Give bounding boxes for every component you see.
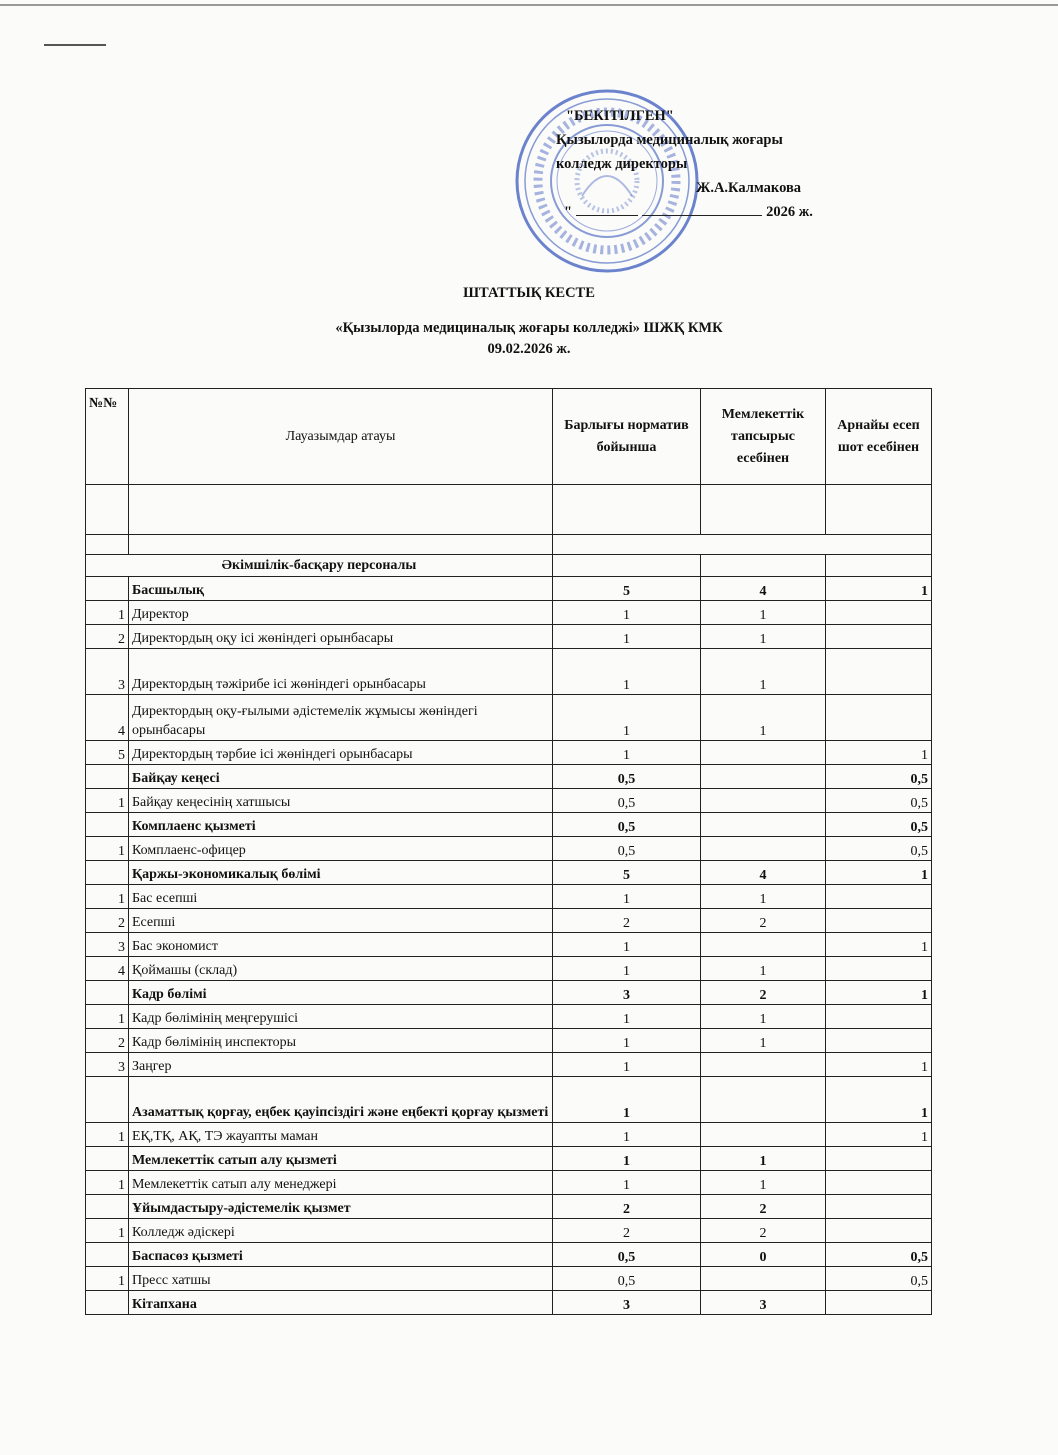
row-total-value: 3 (553, 981, 701, 1005)
row-position-name: Директордың тәжірибе ісі жөніндегі орынбасары (129, 649, 553, 695)
section-row (86, 1195, 932, 1219)
row-number: 2 (86, 625, 129, 649)
row-total-value: 1 (553, 741, 701, 765)
row-total-value: 0,5 (553, 789, 701, 813)
table-row (86, 601, 932, 625)
row-special-value (826, 625, 932, 649)
blank-cell (826, 555, 932, 577)
row-special-value (826, 885, 932, 909)
table-blank-row (86, 485, 932, 535)
row-total-value: 0,5 (553, 1243, 701, 1267)
row-number: 4 (86, 957, 129, 981)
blank-cell (701, 555, 826, 577)
column-header-special: Арнайы есеп шот есебінен (826, 389, 932, 485)
approval-line-2: колледж директоры (556, 156, 688, 172)
table-row (86, 1219, 932, 1243)
table-row (86, 885, 932, 909)
row-position-name: Директордың оқу ісі жөніндегі орынбасары (129, 625, 553, 649)
row-number: 1 (86, 789, 129, 813)
approval-block (556, 104, 876, 224)
table-row (86, 625, 932, 649)
approval-date (556, 200, 876, 224)
page-title: ШТАТТЫҚ КЕСТЕ (463, 285, 595, 301)
row-state-value (701, 1123, 826, 1147)
staffing-table (85, 388, 932, 1315)
row-position-name: Қаржы-экономикалық бөлімі (129, 861, 553, 885)
table-row (86, 1029, 932, 1053)
row-state-value: 2 (701, 1195, 826, 1219)
row-position-name: Мемлекеттік сатып алу қызметі (129, 1147, 553, 1171)
blank-cell (553, 555, 701, 577)
blank-cell (129, 485, 553, 535)
row-special-value: 1 (826, 861, 932, 885)
row-number: 3 (86, 933, 129, 957)
row-total-value: 0,5 (553, 1267, 701, 1291)
row-number (86, 1195, 129, 1219)
blank-cell (86, 535, 129, 555)
table-row (86, 741, 932, 765)
row-total-value: 3 (553, 1291, 701, 1315)
row-state-value (701, 765, 826, 789)
row-state-value (701, 1053, 826, 1077)
row-special-value (826, 1171, 932, 1195)
row-state-value (701, 789, 826, 813)
row-position-name: Кітапхана (129, 1291, 553, 1315)
row-number (86, 1291, 129, 1315)
row-total-value: 1 (553, 885, 701, 909)
row-number: 1 (86, 1219, 129, 1243)
row-special-value (826, 601, 932, 625)
approval-year: 2026 ж. (766, 204, 813, 220)
row-position-name: Кадр бөлімінің меңгерушісі (129, 1005, 553, 1029)
row-position-name: Колледж әдіскері (129, 1219, 553, 1243)
row-total-value: 2 (553, 909, 701, 933)
section-row (86, 765, 932, 789)
row-total-value: 1 (553, 601, 701, 625)
row-total-value: 1 (553, 1171, 701, 1195)
row-total-value: 0,5 (553, 765, 701, 789)
row-total-value: 1 (553, 957, 701, 981)
row-state-value: 1 (701, 1005, 826, 1029)
organization-name: «Қызылорда медициналық жоғары колледжі» ШЖҚ КМК (335, 320, 723, 336)
column-header-number: №№ (86, 389, 129, 485)
row-special-value: 1 (826, 577, 932, 601)
corner-mark (44, 44, 106, 46)
row-state-value: 3 (701, 1291, 826, 1315)
row-position-name: Мемлекеттік сатып алу менеджері (129, 1171, 553, 1195)
row-number: 3 (86, 649, 129, 695)
row-state-value: 1 (701, 695, 826, 741)
row-state-value (701, 837, 826, 861)
table-row (86, 1005, 932, 1029)
row-position-name: Комплаенс қызметі (129, 813, 553, 837)
row-position-name: Пресс хатшы (129, 1267, 553, 1291)
table-row (86, 1123, 932, 1147)
row-total-value: 0,5 (553, 813, 701, 837)
row-position-name: Директордың оқу-ғылыми әдістемелік жұмысы жөніндегі орынбасары (129, 695, 553, 741)
row-state-value: 2 (701, 1219, 826, 1243)
row-position-name: Байқау кеңесі (129, 765, 553, 789)
row-state-value: 1 (701, 1147, 826, 1171)
table-row (86, 649, 932, 695)
row-special-value: 1 (826, 1123, 932, 1147)
table-blank-row (86, 535, 932, 555)
row-special-value (826, 649, 932, 695)
row-number: 2 (86, 1029, 129, 1053)
row-number (86, 577, 129, 601)
row-special-value: 1 (826, 1053, 932, 1077)
row-number: 1 (86, 1171, 129, 1195)
row-state-value: 1 (701, 1029, 826, 1053)
row-number: 1 (86, 601, 129, 625)
row-state-value: 1 (701, 625, 826, 649)
row-special-value: 0,5 (826, 789, 932, 813)
category-row (86, 555, 932, 577)
row-total-value: 0,5 (553, 837, 701, 861)
blank-cell (86, 485, 129, 535)
table-row (86, 695, 932, 741)
row-position-name: Бас есепші (129, 885, 553, 909)
approval-line-1: Қызылорда медициналық жоғары (556, 132, 783, 148)
row-number (86, 813, 129, 837)
row-position-name: Кадр бөлімінің инспекторы (129, 1029, 553, 1053)
row-special-value: 1 (826, 933, 932, 957)
row-special-value: 0,5 (826, 813, 932, 837)
section-row (86, 1147, 932, 1171)
row-state-value (701, 1267, 826, 1291)
row-state-value: 1 (701, 601, 826, 625)
table-row (86, 933, 932, 957)
row-state-value: 4 (701, 577, 826, 601)
table-row (86, 1053, 932, 1077)
row-total-value: 1 (553, 933, 701, 957)
row-number (86, 1077, 129, 1123)
row-special-value (826, 1005, 932, 1029)
approval-title: "БЕКІТІЛГЕН" (566, 108, 674, 124)
row-number: 1 (86, 1267, 129, 1291)
column-header-name: Лауазымдар атауы (129, 389, 553, 485)
row-position-name: Директор (129, 601, 553, 625)
table-row (86, 789, 932, 813)
row-number (86, 981, 129, 1005)
row-state-value: 1 (701, 885, 826, 909)
row-state-value: 1 (701, 649, 826, 695)
row-special-value (826, 1029, 932, 1053)
row-position-name: Кадр бөлімі (129, 981, 553, 1005)
row-number: 5 (86, 741, 129, 765)
row-special-value: 1 (826, 981, 932, 1005)
section-row (86, 1291, 932, 1315)
section-row (86, 1243, 932, 1267)
row-number (86, 765, 129, 789)
row-position-name: Ұйымдастыру-әдістемелік қызмет (129, 1195, 553, 1219)
row-total-value: 1 (553, 1053, 701, 1077)
row-special-value (826, 957, 932, 981)
row-number: 4 (86, 695, 129, 741)
row-number: 1 (86, 1123, 129, 1147)
row-special-value (826, 1219, 932, 1243)
date-month-blank (642, 215, 762, 216)
row-special-value: 0,5 (826, 837, 932, 861)
row-total-value: 1 (553, 1005, 701, 1029)
row-position-name: Бас экономист (129, 933, 553, 957)
row-position-name: Комплаенс-офицер (129, 837, 553, 861)
row-number: 1 (86, 885, 129, 909)
row-total-value: 2 (553, 1195, 701, 1219)
category-title: Әкімшілік-басқару персоналы (86, 555, 553, 577)
row-number (86, 1147, 129, 1171)
row-position-name: Басшылық (129, 577, 553, 601)
section-row (86, 861, 932, 885)
row-state-value (701, 1077, 826, 1123)
row-total-value: 5 (553, 577, 701, 601)
row-number: 2 (86, 909, 129, 933)
section-row (86, 981, 932, 1005)
row-total-value: 1 (553, 1123, 701, 1147)
row-special-value: 0,5 (826, 1267, 932, 1291)
section-row (86, 813, 932, 837)
row-state-value (701, 933, 826, 957)
document-date: 09.02.2026 ж. (487, 341, 571, 357)
table-header-row (86, 389, 932, 485)
section-row (86, 1077, 932, 1123)
row-number: 1 (86, 1005, 129, 1029)
approval-signer: Ж.А.Калмакова (696, 180, 802, 196)
blank-cell (129, 535, 553, 555)
row-total-value: 5 (553, 861, 701, 885)
blank-cell (553, 485, 701, 535)
table-row (86, 909, 932, 933)
row-state-value: 4 (701, 861, 826, 885)
row-state-value: 1 (701, 1171, 826, 1195)
row-special-value: 1 (826, 1077, 932, 1123)
row-position-name: Қоймашы (склад) (129, 957, 553, 981)
row-state-value: 0 (701, 1243, 826, 1267)
row-special-value (826, 1195, 932, 1219)
row-total-value: 1 (553, 649, 701, 695)
table-row (86, 1171, 932, 1195)
blank-cell (701, 485, 826, 535)
table-row (86, 837, 932, 861)
row-total-value: 2 (553, 1219, 701, 1243)
row-special-value (826, 1291, 932, 1315)
row-number (86, 1243, 129, 1267)
column-header-state: Мемлекеттік тапсырыс есебінен (701, 389, 826, 485)
row-total-value: 1 (553, 1077, 701, 1123)
row-number (86, 861, 129, 885)
section-row (86, 577, 932, 601)
column-header-total: Барлығы норматив бойынша (553, 389, 701, 485)
table-row (86, 1267, 932, 1291)
row-special-value (826, 1147, 932, 1171)
row-number: 1 (86, 837, 129, 861)
row-special-value: 0,5 (826, 765, 932, 789)
row-position-name: Байқау кеңесінің хатшысы (129, 789, 553, 813)
row-total-value: 1 (553, 695, 701, 741)
row-state-value (701, 813, 826, 837)
row-special-value (826, 695, 932, 741)
row-position-name: Заңгер (129, 1053, 553, 1077)
row-special-value (826, 909, 932, 933)
row-state-value: 2 (701, 981, 826, 1005)
approval-date-quote: " (564, 204, 573, 220)
date-day-blank (576, 215, 638, 216)
row-special-value: 1 (826, 741, 932, 765)
row-position-name: Азаматтық қорғау, еңбек қауіпсіздігі және еңбекті қорғау қызметі (129, 1077, 553, 1123)
row-number: 3 (86, 1053, 129, 1077)
blank-cell (826, 485, 932, 535)
row-total-value: 1 (553, 625, 701, 649)
row-state-value: 2 (701, 909, 826, 933)
row-total-value: 1 (553, 1147, 701, 1171)
row-special-value: 0,5 (826, 1243, 932, 1267)
top-scan-line (0, 4, 1058, 6)
row-position-name: Есепші (129, 909, 553, 933)
row-position-name: Баспасөз қызметі (129, 1243, 553, 1267)
blank-cell (553, 535, 932, 555)
row-state-value: 1 (701, 957, 826, 981)
row-state-value (701, 741, 826, 765)
row-position-name: ЕҚ,ТҚ, АҚ, ТЭ жауапты маман (129, 1123, 553, 1147)
table-row (86, 957, 932, 981)
row-total-value: 1 (553, 1029, 701, 1053)
row-position-name: Директордың тәрбие ісі жөніндегі орынбасары (129, 741, 553, 765)
